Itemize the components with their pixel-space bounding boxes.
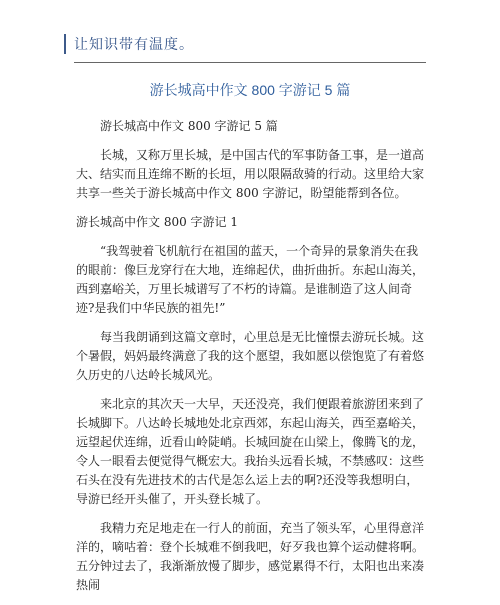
body-paragraph: 每当我朗诵到这篇文章时，心里总是无比憧憬去游玩长城。这个暑假，妈妈最终满意了我的这个愿望，我如愿以偿饱览了有着悠久历史的八达岭长城风光。 — [76, 330, 425, 382]
body-paragraph: 来北京的其次天一大早，天还没亮，我们便跟着旅游团来到了长城脚下。八达岭长城地处北京西郊，东起山海关，西至嘉峪关，远望起伏连绵，近看山岭陡峭。长城回旋在山梁上，像腾飞的龙，令人一眼看去便觉得气概宏大。我抬头远看长城，不禁感叹：这些石头在没有先进技术的古代是怎么运上去的啊?还没等我想明白，导游已经开头催了，开头登长城了。 — [76, 397, 425, 506]
page-header — [64, 34, 194, 54]
body-paragraph: 我精力充足地走在一行人的前面，充当了领头军，心里得意洋洋的，嘀咕着：登个长城难不倒我吧，好歹我也算个运动健将啊。五分钟过去了，我渐渐放慢了脚步，感觉累得不行，太阳也出来凑热闹 — [76, 521, 425, 592]
subtitle-paragraph: 游长城高中作文 800 字游记 5 篇 — [100, 119, 278, 133]
header-divider — [74, 62, 426, 63]
intro-paragraph: 长城，又称万里长城，是中国古代的军事防备工事，是一道高大、结实而且连绵不断的长垣，用以限隔敌骑的行动。这里给大家共享一些关于游长城高中作文 800 字游记，盼望能帮到各位。 — [76, 148, 425, 200]
article-title: 游长城高中作文 800 字游记 5 篇 — [149, 82, 351, 98]
article-body — [76, 117, 424, 605]
quote-paragraph: “我驾驶着飞机航行在祖国的蓝天，一个奇异的景象消失在我的眼前：像巨龙穿行在大地，连绵起伏，曲折曲折。东起山海关，西到嘉峪关，万里长城谱写了不朽的诗篇。是谁制造了这人间奇迹?是我们中华民族的祖先!” — [76, 244, 425, 315]
header-tagline: 让知识带有温度。 — [74, 37, 194, 53]
section-heading: 游长城高中作文 800 字游记 1 — [76, 215, 238, 229]
header-accent-bar — [64, 34, 66, 54]
